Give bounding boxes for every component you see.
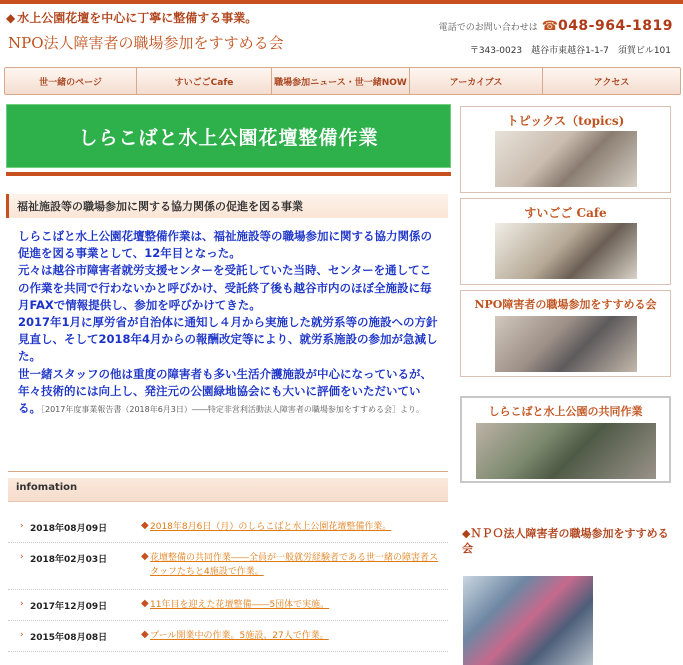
card-title: しらこばと水上公園の共同作業: [488, 405, 643, 418]
joint-work-photo: [476, 423, 656, 479]
site-tagline: [6, 9, 257, 26]
news-link[interactable]: 2018年8月6日（月）のしらこばと水上公園花壇整備作業。: [150, 522, 392, 532]
news-date: 2018年02月03日: [30, 555, 108, 565]
nav-item-news[interactable]: 職場参加ニュース・世一緒NOW: [272, 68, 410, 94]
global-nav: [4, 67, 681, 95]
news-link[interactable]: プール開業中の作業。5施設、27人で作業。: [150, 631, 329, 641]
news-item: [8, 512, 448, 543]
main-content: [6, 104, 451, 176]
page-title: しらこばと水上公園花壇整備作業: [6, 104, 451, 168]
nav-item-archives[interactable]: アーカイブス: [410, 68, 543, 94]
sidebar-card-joint-work[interactable]: [460, 396, 671, 483]
npo-link-text[interactable]: ＮＰＯ法人障害者の職場参加をすすめる会: [462, 527, 669, 555]
news-item: [8, 590, 448, 621]
chevron-right-icon: ›: [20, 630, 24, 640]
info-heading: infomation: [8, 478, 448, 502]
news-date: 2017年12月09日: [30, 602, 108, 612]
sidebar-card-cafe[interactable]: [460, 198, 671, 285]
contact-label: 電話でのお問い合わせは: [438, 23, 538, 33]
title-divider: [6, 172, 451, 176]
news-item: [8, 621, 448, 652]
card-title: すいごご Cafe: [524, 206, 607, 220]
news-list: [8, 512, 448, 652]
diamond-icon: ◆: [141, 520, 149, 531]
info-divider: [8, 471, 448, 472]
chevron-right-icon: ›: [20, 599, 24, 609]
news-date: 2015年08月08日: [30, 633, 108, 643]
address: 〒343-0023 越谷市東越谷1-1-7 須賀ビル101: [469, 46, 671, 56]
diamond-icon: ◆: [141, 629, 149, 640]
diamond-icon: ◆: [6, 11, 16, 25]
article-body: [18, 228, 438, 418]
chevron-right-icon: ›: [20, 521, 24, 531]
sidebar-card-topics[interactable]: [460, 106, 671, 193]
site-header: [0, 4, 683, 62]
body-paragraph: 元々は越谷市障害者就労支援センターを受託していた当時、センターを通してこの作業を共同で行わないかと呼びかけ、受託終了後も越谷市内のほぼ全施設に毎月FAXで情報提供し、参加を呼びかけてきた。: [18, 263, 432, 312]
event-photo: [463, 576, 593, 665]
phone-number[interactable]: 048-964-1819: [557, 18, 673, 34]
nav-item-yoissho[interactable]: 世一緒のページ: [5, 68, 137, 94]
phone-icon: ☎: [541, 19, 558, 34]
tagline-text: 水上公園花壇を中心に丁寧に整備する事業。: [17, 11, 258, 25]
cafe-photo: [495, 223, 637, 279]
site-logo-title[interactable]: NPO法人障害者の職場参加をすすめる会: [8, 34, 284, 52]
card-title: NPO障害者の職場参加をすすめる会: [474, 298, 657, 311]
body-paragraph: 世一緒スタッフの他は重度の障害者も多い生活介護施設が中心になっているが、年々技術的には向上し、発注元の公園緑地協会にも大いに評価をいただいている。: [18, 366, 432, 416]
chevron-right-icon: ›: [20, 552, 24, 562]
nav-item-cafe[interactable]: すいごごCafe: [137, 68, 272, 94]
diamond-icon: ◆: [141, 598, 149, 609]
news-link[interactable]: 花壇整備の共同作業――全員が一般就労経験者である世一緒の障害者スタッフたちと4施設で作業。: [150, 553, 439, 577]
diamond-icon: ◆: [141, 551, 149, 562]
npo-link[interactable]: [462, 526, 678, 556]
citation: ［2017年度事業報告書（2018年6月3日）――特定非営利活動法人障害者の職場参加をすすめる会］より。: [41, 405, 424, 415]
news-item: [8, 543, 448, 590]
news-link[interactable]: 11年目を迎えた花壇整備――5団体で実施。: [150, 600, 330, 610]
npo-photo: [495, 316, 637, 372]
news-date: 2018年08月09日: [30, 524, 108, 534]
card-title: トピックス（topics): [506, 114, 625, 128]
sidebar-card-npo[interactable]: [460, 290, 671, 377]
body-paragraph: 2017年1月に厚労省が自治体に通知し４月から実施した就労系等の施設への方針見直し、そして2018年4月からの報酬改定等により、就労系施設の参加が急減した。: [18, 315, 438, 364]
contact-info: [439, 18, 673, 34]
body-paragraph: しらこばと水上公園花壇整備作業は、福祉施設等の職場参加に関する協力関係の促進を図る事業として、12年目となった。: [18, 229, 432, 261]
topics-photo: [495, 131, 637, 187]
diamond-icon: ◆: [462, 527, 471, 540]
nav-item-access[interactable]: アクセス: [593, 77, 630, 88]
section-subheading: 福祉施設等の職場参加に関する協力関係の促進を図る事業: [6, 194, 448, 218]
